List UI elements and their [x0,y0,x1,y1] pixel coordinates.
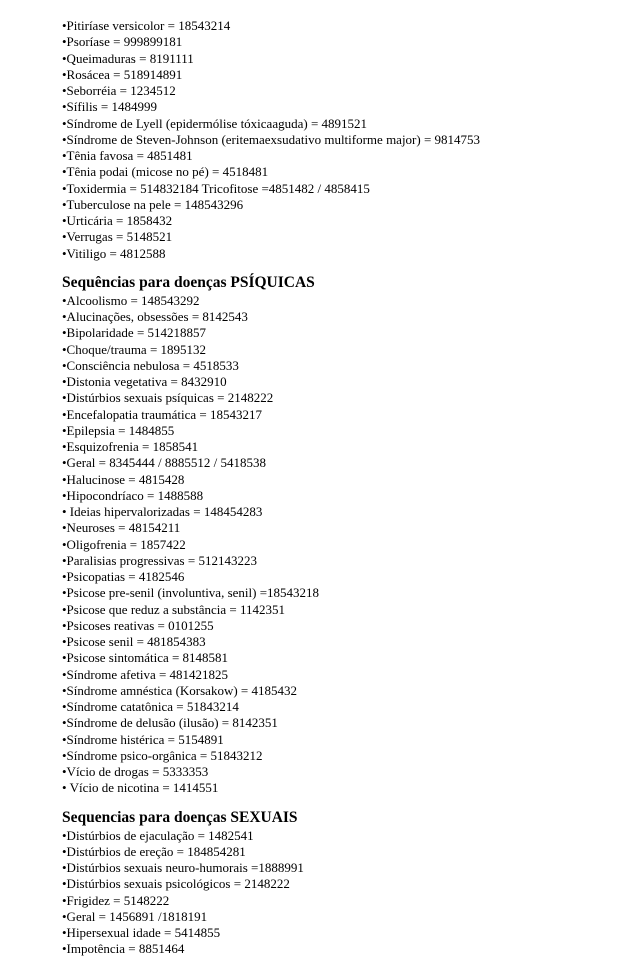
list-item: •Alcoolismo = 148543292 [62,292,200,308]
psychic-list [62,293,638,797]
list-item: • Vício de nicotina = 1414551 [62,780,219,796]
list-item: •Síndrome psico-orgânica = 51843212 [62,747,263,763]
list-item: •Distúrbios de ereção = 184854281 [62,843,246,859]
cutaneous-list [62,18,638,262]
list-item: •Consciência nebulosa = 4518533 [62,357,239,373]
list-item: •Bipolaridade = 514218857 [62,325,207,341]
list-item: •Urticária = 1858432 [62,213,173,228]
list-item: •Psicopatias = 4182546 [62,569,185,584]
list-item: •Síndrome de Steven-Johnson (eritemaexsudativo multiforme major) = 9814753 [62,131,481,147]
list-item: •Verrugas = 5148521 [62,229,173,245]
list-item: •Distúrbios de ejaculação = 1482541 [62,827,254,843]
list-item: •Distonia vegetativa = 8432910 [62,374,227,389]
list-item: •Encefalopatia traumática = 18543217 [62,406,262,422]
psychic-section-heading: Sequências para doenças PSÍQUICAS [62,273,315,291]
list-item: •Tênia podai (micose no pé) = 4518481 [62,164,269,180]
list-item: •Psicose pre-senil (involuntiva, senil) =18543218 [62,585,320,601]
list-item: •Geral = 1456891 /1818191 [62,908,208,924]
list-item: •Alucinações, obsessões = 8142543 [62,309,248,324]
list-item: •Esquizofrenia = 1858541 [62,439,199,454]
list-item: •Vício de drogas = 5333353 [62,764,209,779]
list-item: •Oligofrenia = 1857422 [62,536,186,552]
list-item: •Sífilis = 1484999 [62,99,157,115]
list-item: •Hipersexual idade = 5414855 [62,925,221,940]
list-item: •Impotência = 8851464 [62,941,185,957]
list-item: •Psicose senil = 481854383 [62,634,206,649]
list-item: •Hipocondríaco = 1488588 [62,487,204,503]
list-item: •Choque/trauma = 1895132 [62,341,207,357]
list-item: •Distúrbios sexuais psicológicos = 2148222 [62,876,290,892]
list-item: •Paralisias progressivas = 512143223 [62,552,257,568]
list-item: •Halucinose = 4815428 [62,471,185,487]
list-item: •Distúrbios sexuais neuro-humorais =1888991 [62,860,304,875]
list-item: •Síndrome histérica = 5154891 [62,731,224,747]
list-item: • Ideias hipervalorizadas = 148454283 [62,504,263,519]
list-item: •Síndrome de Lyell (epidermólise tóxicaaguda) = 4891521 [62,115,368,131]
list-item: •Psicose que reduz a substância = 1142351 [62,601,285,617]
list-item: •Seborréia = 1234512 [62,83,176,98]
list-item: •Tuberculose na pele = 148543296 [62,196,244,212]
list-item: •Epilepsia = 1484855 [62,422,175,438]
list-item: •Geral = 8345444 / 8885512 / 5418538 [62,455,266,471]
list-item: •Tênia favosa = 4851481 [62,148,193,163]
list-item: •Síndrome catatônica = 51843214 [62,699,239,714]
sexual-list [62,828,638,958]
sexual-section-heading: Sequencias para doenças SEXUAIS [62,808,298,826]
list-item: •Psoríase = 999899181 [62,34,183,50]
list-item: •Toxidermia = 514832184 Tricofitose =4851482 / 4858415 [62,180,370,196]
list-item: •Psicoses reativas = 0101255 [62,617,214,633]
list-item: •Síndrome amnéstica (Korsakow) = 4185432 [62,682,298,698]
list-item: •Frigidez = 5148222 [62,892,170,908]
list-item: •Vitiligo = 4812588 [62,245,166,261]
list-item: •Neuroses = 48154211 [62,520,181,536]
list-item: •Rosácea = 518914891 [62,66,183,82]
list-item: •Psicose sintomática = 8148581 [62,650,229,666]
list-item: •Síndrome afetiva = 481421825 [62,666,229,682]
list-item: •Distúrbios sexuais psíquicas = 2148222 [62,390,274,406]
list-item: •Síndrome de delusão (ilusão) = 8142351 [62,715,278,731]
list-item: •Queimaduras = 8191111 [62,50,194,66]
list-item: •Pitiríase versicolor = 18543214 [62,18,231,33]
